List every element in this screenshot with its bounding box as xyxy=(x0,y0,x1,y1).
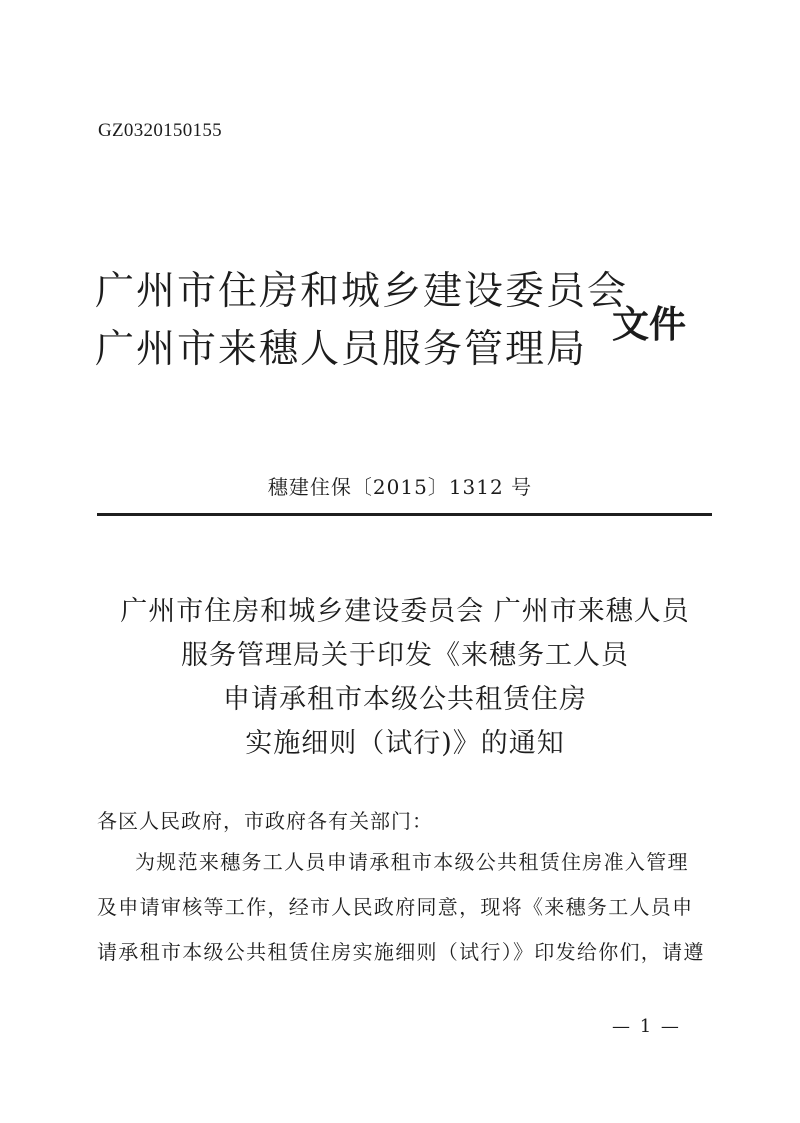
document-type-label: 文件 xyxy=(612,302,686,346)
notice-title-line-2: 服务管理局关于印发《来穗务工人员 xyxy=(181,640,629,671)
issuer-name-housing-committee: 广州市住房和城乡建设委员会 xyxy=(95,269,629,314)
notice-title xyxy=(90,590,720,766)
header-divider xyxy=(97,513,712,516)
body-paragraph-line-1: 为规范来穗务工人员申请承租市本级公共租赁住房准入管理 xyxy=(135,850,689,874)
notice-title-line-3: 申请承租市本级公共租赁住房 xyxy=(223,684,587,715)
issuer-name-migrant-bureau: 广州市来穗人员服务管理局 xyxy=(95,327,588,372)
body-paragraph-line-3: 请承租市本级公共租赁住房实施细则（试行）》印发给你们，请遵 xyxy=(97,940,705,964)
notice-title-line-1: 广州市住房和城乡建设委员会 广州市来穗人员 xyxy=(120,596,690,627)
document-number: 穗建住保〔2015〕1312 号 xyxy=(267,475,533,499)
notice-title-line-4: 实施细则（试行)》的通知 xyxy=(245,728,565,759)
body-paragraph-line-2: 及申请审核等工作，经市人民政府同意，现将《来穗务工人员申 xyxy=(97,895,694,919)
document-code: GZ0320150155 xyxy=(98,120,222,141)
salutation: 各区人民政府，市政府各有关部门： xyxy=(97,809,433,833)
page-number: — 1 — xyxy=(612,1016,681,1037)
